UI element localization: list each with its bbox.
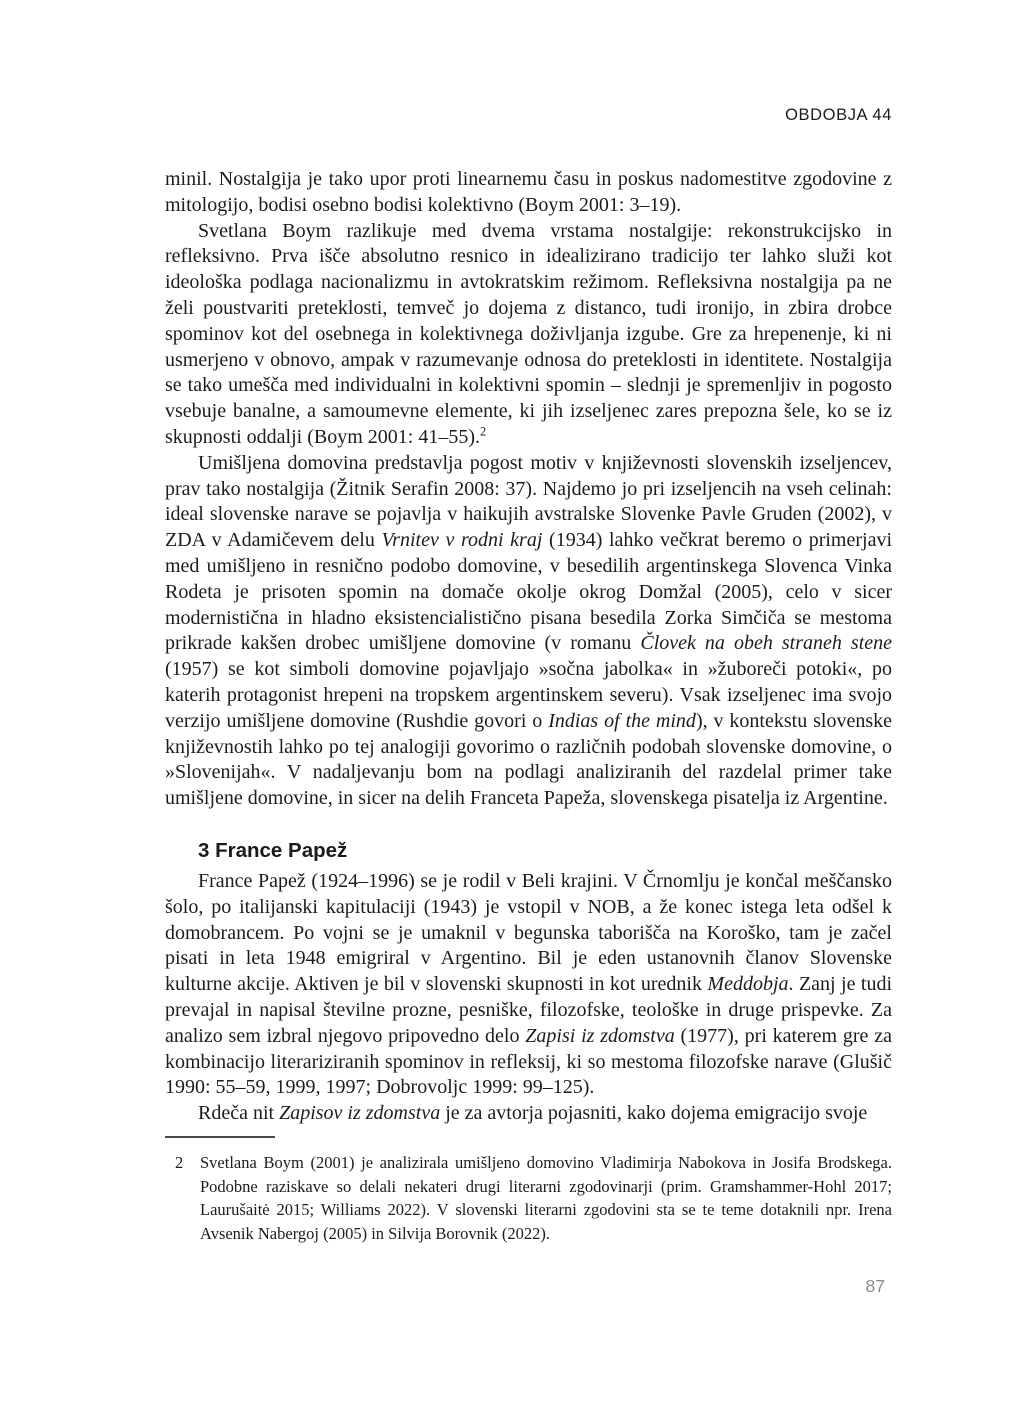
footnote-area [165,1136,892,1246]
footnote-text: Svetlana Boym (2001) je analizirala umišljeno domovino Vladimirja Nabokova in Josifa Brodskega. Podobne raziskave so delali nekateri drugi literarni zgodovinarji (prim. Gramshammer-Hohl 2017; Laurušaitė 2015; Williams 2022). V slovenski literarni zgodovini sta se te teme dotaknili npr. Irena Avsenik Nabergoj (2005) in Silvija Borovnik (2022). [200,1152,892,1243]
body-text [165,167,892,1127]
body-paragraph: Rdeča nit Zapisov iz zdomstva je za avtorja pojasniti, kako dojema emigracijo svoje [198,1102,868,1125]
footnote-list [165,1151,892,1246]
section-papez-paragraphs [165,869,892,1127]
footnote-marker: 2 [175,1152,184,1172]
section-intro-paragraphs [165,167,892,812]
section-heading: 3 France Papež [198,838,348,862]
footnote-separator-rule [165,1136,275,1138]
footnote [165,1151,892,1246]
body-paragraph: Umišljena domovina predstavlja pogost motiv v književnosti slovenskih izseljencev, prav tako nostalgija (Žitnik Serafin 2008: 37). Najdemo jo pri izseljencih na vseh celinah: ideal slovenske narave se pojavlja v haikujih avstralske Slovenke Pavle Gruden (2002), v ZDA v Adamičevem delu Vrnitev v rodni kraj (1934) lahko večkrat beremo o primerjavi med umišljeno in resnično podobo domovine, v besedilih argentinskega Slovenca Vinka Rodeta je prisoten spomin na domače okolje okrog Domžal (2005), celo v sicer modernistična in hladno eksistencialistično pisana besedila Zorka Simčiča se mestoma prikrade kakšen drobec umišljene domovine (v romanu Človek na obeh straneh stene (1957) se kot simboli domovine pojavljajo »sočna jabolka« in »žuboreči potoki«, po katerih protagonist hrepeni na tropskem argentinskem severu). Vsak izseljenec ima svojo verzijo umišljene domovine (Rushdie govori o Indias of the mind), v kontekstu slovenske književnostih lahko po tej analogiji govorimo o različnih podobah slovenske domovine, o »Slovenijah«. V nadaljevanju bom na podlagi analiziranih del razdelal primer take umišljene domovine, in sicer na delih Franceta Papeža, slovenskega pisatelja iz Argentine. [165,451,893,810]
page-number: 87 [865,1276,885,1296]
text-column [165,0,892,1246]
running-header [165,106,892,125]
body-paragraph: minil. Nostalgija je tako upor proti linearnemu času in poskus nadomestitve zgodovine z mitologijo, bodisi osebno bodisi kolektivno (Boym 2001: 3–19). [165,168,892,216]
body-paragraph: Svetlana Boym razlikuje med dvema vrstama nostalgije: rekonstrukcijsko in refleksivno. Prva išče absolutno resnico in idealizirano tradicijo ter lahko služi kot ideološka podlaga nacionalizmu in avtokratskim režimom. Refleksivna nostalgija pa ne želi poustvariti preteklosti, temveč jo dojema z distanco, tudi ironijo, in zbira drobce spominov kot del osebnega in kolektivnega doživljanja izgube. Gre za hrepenenje, ki ni usmerjeno v obnovo, ampak v razumevanje odnosa do preteklosti in identitete. Nostalgija se tako umešča med individualni in kolektivni spomin – slednji je spremenljiv in pogosto vsebuje banalne, a samoumevne elemente, ki jih izseljenec zares prepozna šele, ko se iz skupnosti oddalji (Boym 2001: 41–55).$^2$ [165,219,892,448]
journal-running-title: OBDOBJA 44 [785,106,892,124]
body-paragraph: France Papež (1924–1996) se je rodil v Beli krajini. V Črnomlju je končal meščansko šolo, po italijanski kapitulaciji (1943) je vstopil v NOB, a že konec istega leta odšel k domobrancem. Po vojni se je umaknil v begunska taborišča na Koroško, tam je začel pisati in leta 1948 emigriral v Argentino. Bil je eden ustanovnih članov Slovenske kulturne akcije. Aktiven je bil v slovenski skupnosti in kot urednik Meddobja. Zanj je tudi prevajal in napisal številne prozne, pesniške, filozofske, teološke in druge prispevke. Za analizo sem izbral njegovo pripovedno delo Zapisi iz zdomstva (1977), pri katerem gre za kombinacijo literariziranih spominov in refleksij, ki so mestoma filozofske narave (Glušič 1990: 55–59, 1999, 1997; Dobrovoljc 1999: 99–125). [165,869,892,1099]
